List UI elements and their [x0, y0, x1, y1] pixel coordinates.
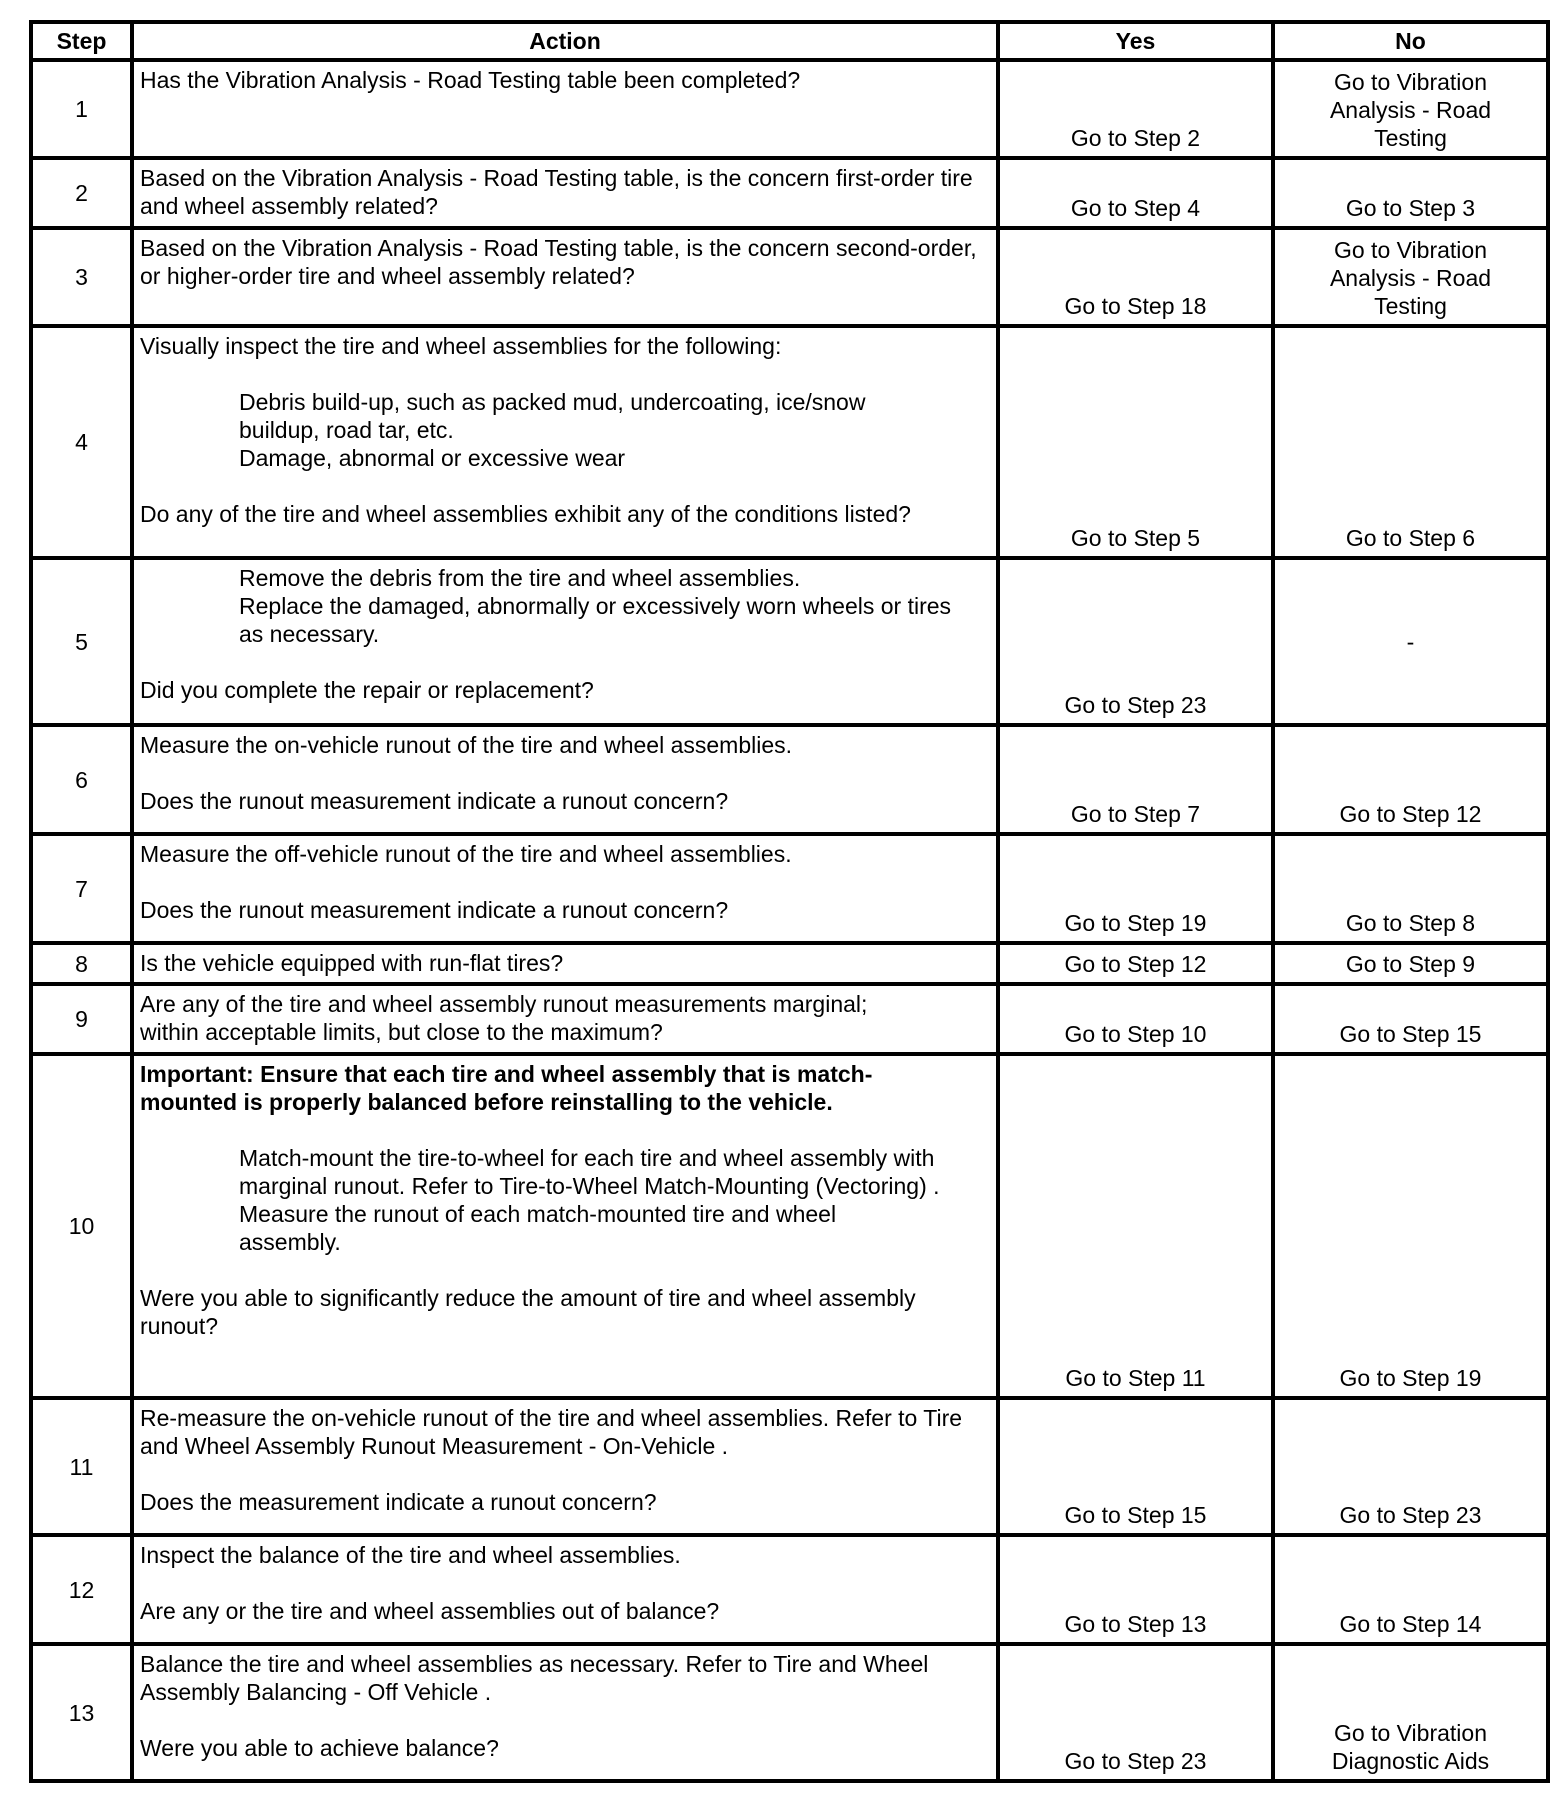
- action-text: Inspect the balance of the tire and wheel assemblies.: [140, 1542, 681, 1568]
- action-question: Does the measurement indicate a runout concern?: [140, 1489, 657, 1515]
- table-row: [31, 984, 1548, 1054]
- action-text: Measure the on-vehicle runout of the tire and wheel assemblies.: [140, 732, 793, 758]
- step-action: [132, 158, 998, 228]
- action-list-item: Replace the damaged, abnormally or excessively worn wheels or tires as necessary.: [239, 593, 952, 647]
- action-text: Re-measure the on-vehicle runout of the tire and wheel assemblies. Refer to Tire and Wheel Assembly Runout Measurement - On-Vehicle .: [140, 1405, 963, 1459]
- yes-cell: Go to Step 23: [998, 1644, 1273, 1781]
- no-cell: Go to Vibration Analysis - Road Testing: [1273, 228, 1548, 326]
- table-row: [31, 1054, 1548, 1398]
- step-action: [132, 1054, 998, 1398]
- important-note: Important: Ensure that each tire and wheel assembly that is match-mounted is properly balanced before reinstalling to the vehicle.: [140, 1061, 873, 1115]
- no-cell: -: [1273, 558, 1548, 725]
- no-cell: Go to Step 19: [1273, 1054, 1548, 1398]
- action-text: Balance the tire and wheel assemblies as necessary. Refer to Tire and Wheel Assembly Balancing - Off Vehicle .: [140, 1651, 929, 1705]
- step-number: 9: [31, 984, 132, 1054]
- step-action: [132, 228, 998, 326]
- step-action: [132, 1535, 998, 1644]
- action-question: Did you complete the repair or replacement?: [140, 677, 594, 703]
- header-no: No: [1273, 22, 1548, 60]
- yes-cell: Go to Step 19: [998, 834, 1273, 943]
- step-action: [132, 60, 998, 158]
- action-text: Is the vehicle equipped with run-flat tires?: [140, 950, 564, 976]
- action-question: Does the runout measurement indicate a runout concern?: [140, 897, 729, 923]
- no-cell: Go to Step 12: [1273, 725, 1548, 834]
- no-cell: Go to Step 9: [1273, 943, 1548, 984]
- yes-cell: Go to Step 4: [998, 158, 1273, 228]
- action-list-item: Damage, abnormal or excessive wear: [239, 445, 626, 471]
- step-number: 2: [31, 158, 132, 228]
- action-text: Visually inspect the tire and wheel assemblies for the following:: [140, 333, 782, 359]
- step-action: [132, 984, 998, 1054]
- header-action: Action: [132, 22, 998, 60]
- table-row: [31, 834, 1548, 943]
- diagnostic-steps-table: [29, 20, 1550, 1783]
- table-row: [31, 1398, 1548, 1535]
- step-number: 12: [31, 1535, 132, 1644]
- table-row: [31, 1644, 1548, 1781]
- step-action: [132, 1644, 998, 1781]
- no-cell: Go to Vibration Analysis - Road Testing: [1273, 60, 1548, 158]
- table-row: [31, 60, 1548, 158]
- yes-cell: Go to Step 18: [998, 228, 1273, 326]
- yes-cell: Go to Step 5: [998, 326, 1273, 558]
- table-row: [31, 1535, 1548, 1644]
- step-action: [132, 1398, 998, 1535]
- action-text: Has the Vibration Analysis - Road Testing table been completed?: [140, 67, 801, 93]
- step-number: 5: [31, 558, 132, 725]
- no-cell: Go to Step 14: [1273, 1535, 1548, 1644]
- yes-cell: Go to Step 13: [998, 1535, 1273, 1644]
- yes-cell: Go to Step 7: [998, 725, 1273, 834]
- step-number: 8: [31, 943, 132, 984]
- action-question: Were you able to significantly reduce the amount of tire and wheel assembly runout?: [140, 1285, 916, 1339]
- yes-cell: Go to Step 11: [998, 1054, 1273, 1398]
- table-row: [31, 228, 1548, 326]
- step-number: 7: [31, 834, 132, 943]
- no-cell: Go to Step 3: [1273, 158, 1548, 228]
- step-action: [132, 326, 998, 558]
- action-list-item: Debris build-up, such as packed mud, undercoating, ice/snow buildup, road tar, etc.: [239, 389, 866, 443]
- table-row: [31, 725, 1548, 834]
- action-question: Do any of the tire and wheel assemblies exhibit any of the conditions listed?: [140, 501, 911, 527]
- yes-cell: Go to Step 10: [998, 984, 1273, 1054]
- action-text: Based on the Vibration Analysis - Road Testing table, is the concern first-order tire and wheel assembly related?: [140, 165, 973, 219]
- step-action: [132, 725, 998, 834]
- step-number: 4: [31, 326, 132, 558]
- step-number: 11: [31, 1398, 132, 1535]
- yes-cell: Go to Step 15: [998, 1398, 1273, 1535]
- step-number: 3: [31, 228, 132, 326]
- header-step: Step: [31, 22, 132, 60]
- action-question: Are any or the tire and wheel assemblies out of balance?: [140, 1598, 720, 1624]
- step-number: 1: [31, 60, 132, 158]
- action-text: Are any of the tire and wheel assembly runout measurements marginal; within acceptable limits, but close to the maximum?: [140, 991, 868, 1045]
- action-list-item: Measure the runout of each match-mounted tire and wheel assembly.: [239, 1201, 837, 1255]
- no-cell: Go to Step 23: [1273, 1398, 1548, 1535]
- yes-cell: Go to Step 23: [998, 558, 1273, 725]
- action-list-item: Match-mount the tire-to-wheel for each tire and wheel assembly with marginal runout. Refer to Tire-to-Wheel Match-Mounting (Vectoring) .: [239, 1145, 940, 1199]
- step-number: 13: [31, 1644, 132, 1781]
- action-text: Measure the off-vehicle runout of the tire and wheel assemblies.: [140, 841, 792, 867]
- yes-cell: Go to Step 12: [998, 943, 1273, 984]
- action-list-item: Remove the debris from the tire and wheel assemblies.: [239, 565, 801, 591]
- step-action: [132, 834, 998, 943]
- yes-cell: Go to Step 2: [998, 60, 1273, 158]
- no-cell: Go to Step 8: [1273, 834, 1548, 943]
- step-action: [132, 943, 998, 984]
- table-row: [31, 326, 1548, 558]
- header-row: [31, 22, 1548, 60]
- no-cell: Go to Step 6: [1273, 326, 1548, 558]
- action-question: Were you able to achieve balance?: [140, 1735, 499, 1761]
- action-text: Based on the Vibration Analysis - Road Testing table, is the concern second-order, or higher-order tire and wheel assembly related?: [140, 235, 977, 289]
- action-question: Does the runout measurement indicate a runout concern?: [140, 788, 729, 814]
- no-cell: Go to Vibration Diagnostic Aids: [1273, 1644, 1548, 1781]
- step-action: [132, 558, 998, 725]
- no-cell: Go to Step 15: [1273, 984, 1548, 1054]
- table-row: [31, 943, 1548, 984]
- table-row: [31, 158, 1548, 228]
- step-number: 6: [31, 725, 132, 834]
- table-row: [31, 558, 1548, 725]
- header-yes: Yes: [998, 22, 1273, 60]
- step-number: 10: [31, 1054, 132, 1398]
